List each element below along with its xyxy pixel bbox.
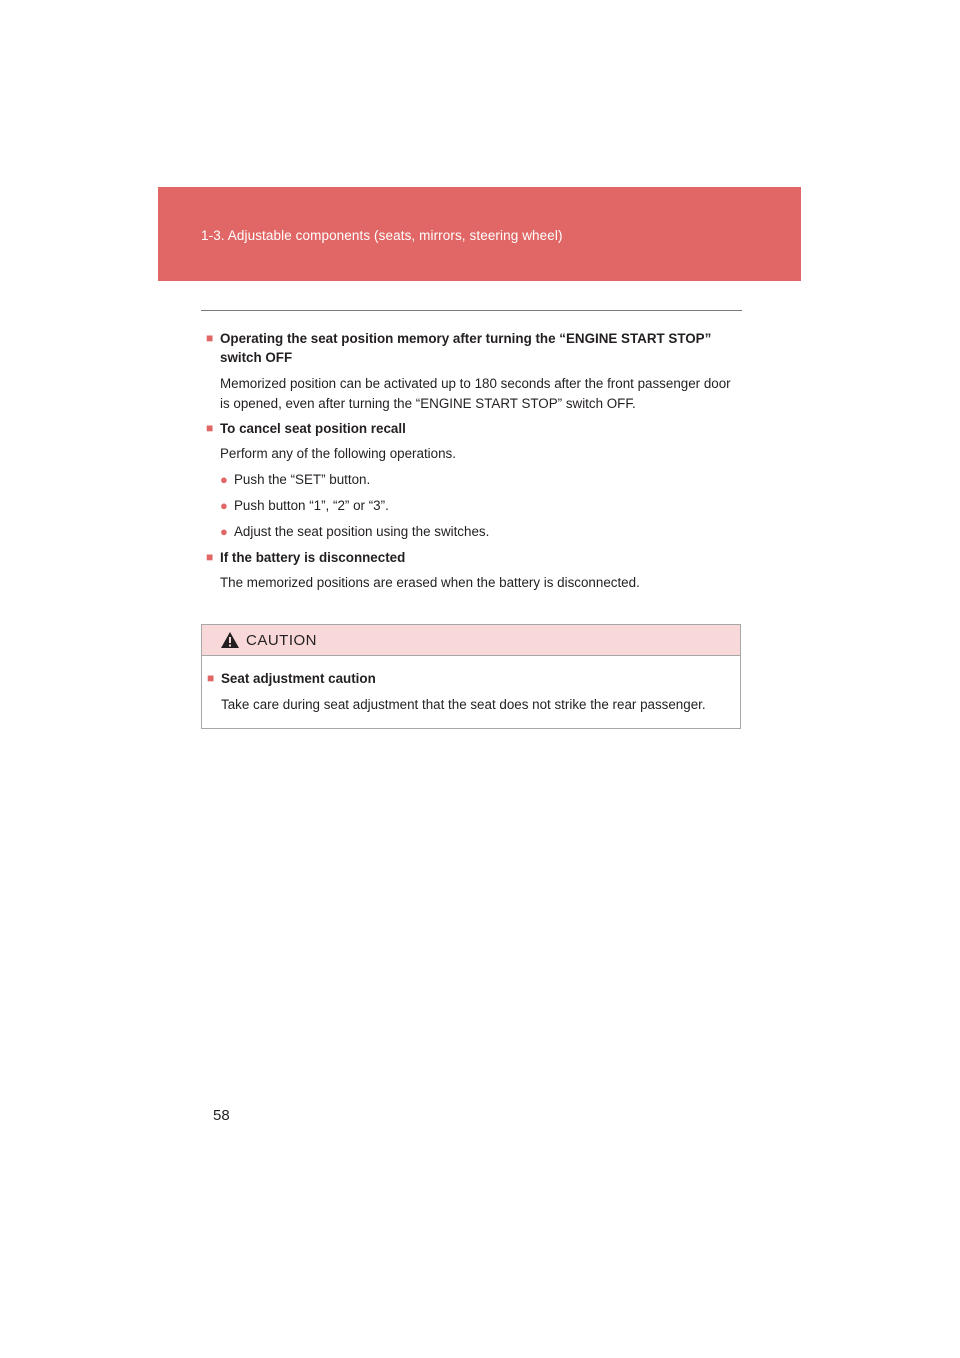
list-item: ● Push button “1”, “2” or “3”. xyxy=(206,496,742,516)
list-item: ● Push the “SET” button. xyxy=(206,470,742,490)
caution-title: CAUTION xyxy=(246,631,317,649)
square-bullet-icon: ■ xyxy=(206,331,214,345)
warning-triangle-icon xyxy=(220,631,240,649)
caution-text: Take care during seat adjustment that the seat does not strike the rear passenger. xyxy=(221,697,706,712)
chapter-header-band xyxy=(158,187,801,281)
square-bullet-icon: ■ xyxy=(207,671,215,685)
caution-header xyxy=(202,625,740,656)
caution-heading: ■ Seat adjustment caution xyxy=(207,671,376,686)
circle-bullet-icon: ● xyxy=(220,472,228,487)
section-heading: ■ To cancel seat position recall xyxy=(206,421,406,436)
section-heading: ■ If the battery is disconnected xyxy=(206,550,406,565)
list-item: ● Adjust the seat position using the switches. xyxy=(206,522,742,542)
section-cancel-recall xyxy=(206,419,742,542)
section-battery-disconnected xyxy=(206,548,742,593)
section-memory-after-off xyxy=(206,329,742,414)
caution-content xyxy=(207,669,735,715)
caution-box xyxy=(201,624,741,729)
circle-bullet-icon: ● xyxy=(220,524,228,539)
section-heading: ■ Operating the seat position memory after turning the “ENGINE START STOP” switch OFF xyxy=(206,331,712,365)
section-body: Memorized position can be activated up to 180 seconds after the front passenger door is opened, even after turning the “ENGINE START STOP” switch OFF. xyxy=(220,376,731,411)
header-rule xyxy=(201,310,742,311)
square-bullet-icon: ■ xyxy=(206,421,214,435)
page-number: 58 xyxy=(213,1107,230,1124)
square-bullet-icon: ■ xyxy=(206,550,214,564)
circle-bullet-icon: ● xyxy=(220,498,228,513)
section-body: Perform any of the following operations. xyxy=(220,446,456,461)
section-body: The memorized positions are erased when the battery is disconnected. xyxy=(220,575,640,590)
chapter-title: 1-3. Adjustable components (seats, mirrors, steering wheel) xyxy=(201,228,563,243)
